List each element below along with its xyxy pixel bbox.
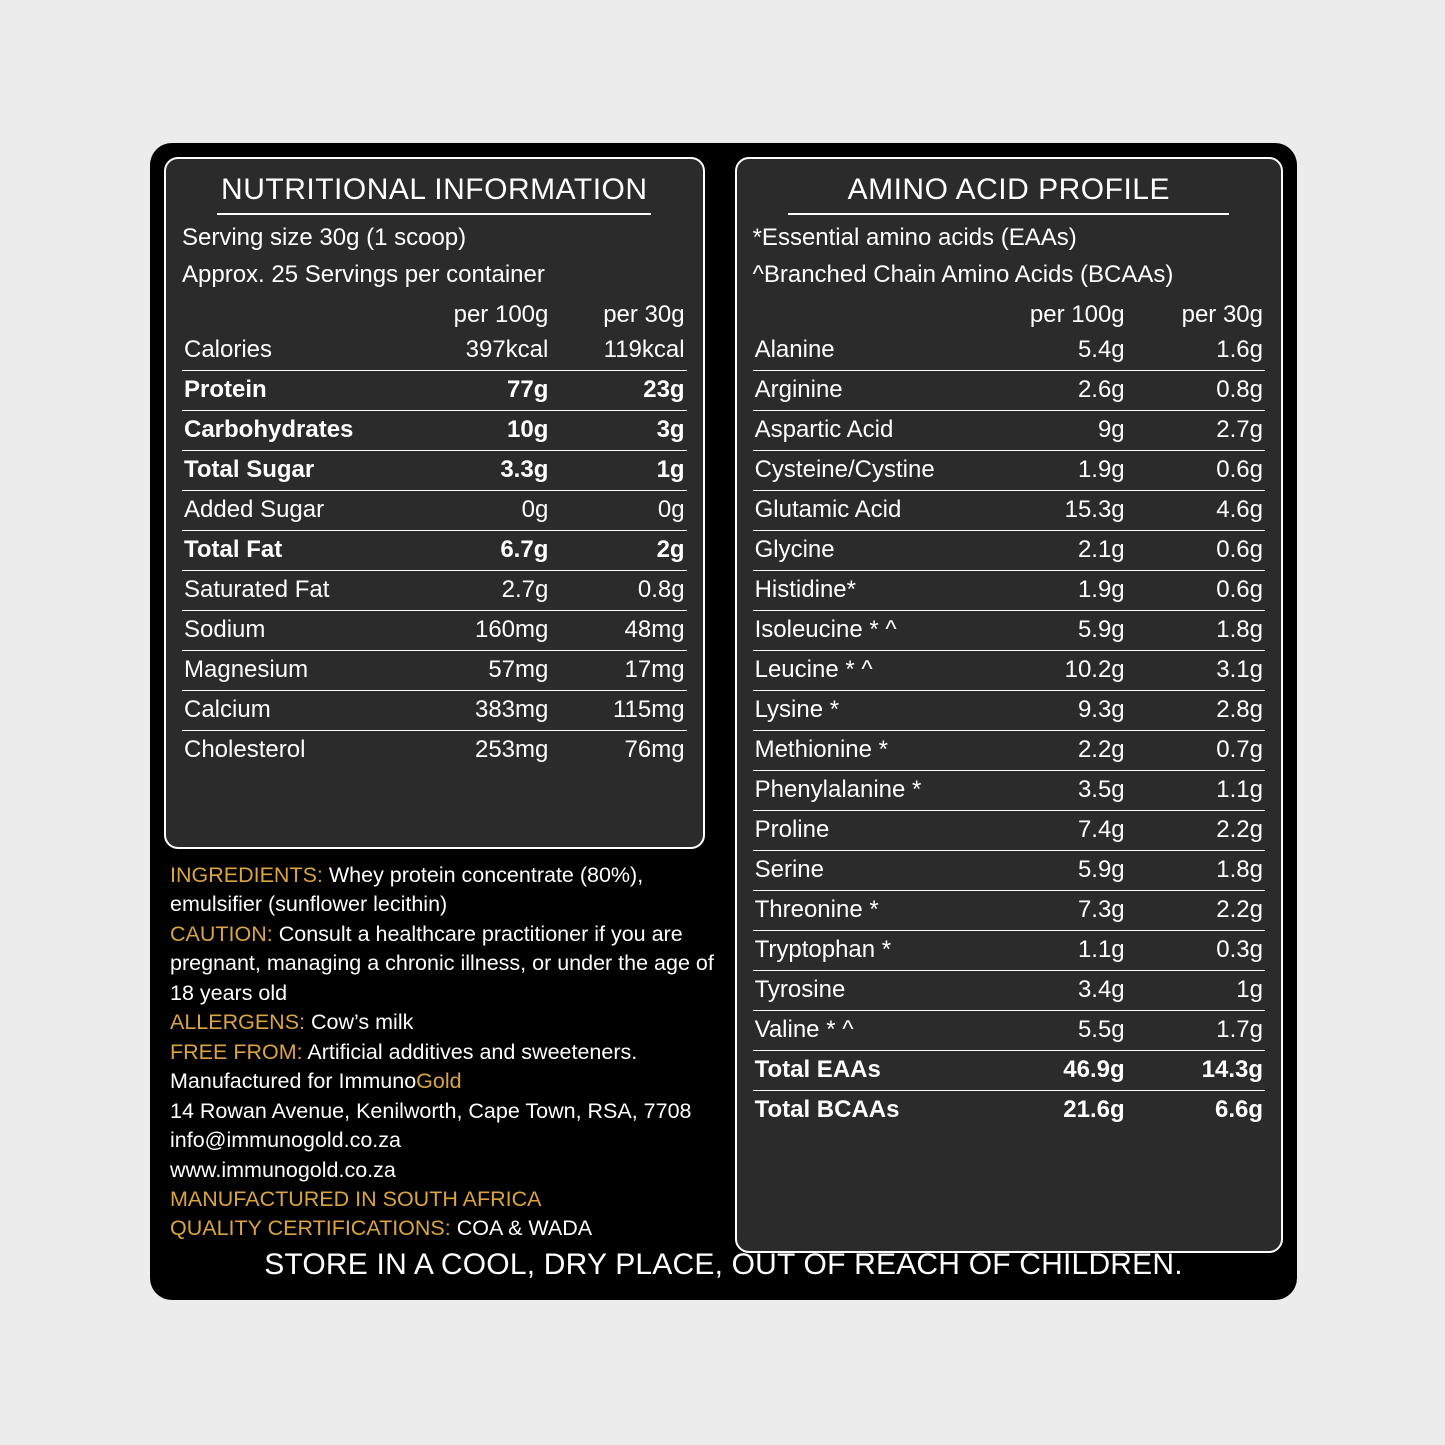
amino-row-per30g: 6.6g [1214,1096,1263,1124]
table-row [753,811,1265,851]
amino-title: AMINO ACID PROFILE [788,169,1229,215]
nutrition-row-name: Total Fat [182,531,414,571]
amino-row-per100g: 2.6g [988,371,1126,411]
eaa-legend: *Essential amino acids (EAAs) [752,224,1077,251]
table-row [182,731,687,771]
quality-label: QUALITY CERTIFICATIONS: [170,1216,451,1241]
nutrition-table [182,296,687,770]
table-row [753,331,1265,371]
amino-box [735,157,1283,1253]
table-row [753,651,1265,691]
table-row [753,971,1265,1011]
amino-row-per100g: 9.3g [988,691,1126,731]
nutrition-row-name: Sodium [182,611,414,651]
servings-per-container-text: Approx. 25 Servings per container [182,260,545,288]
address-line: 14 Rowan Avenue, Kenilworth, Cape Town, RSA, 7708 [170,1098,692,1123]
nutrition-row-per30g: 0g [550,491,686,531]
free-from-line [170,1038,728,1067]
nutrition-row-per100g: 57mg [414,651,550,691]
nutrition-row-per30g: 115mg [550,691,686,731]
amino-row-per30g: 1.8g [1127,851,1265,891]
nutrition-row-per100g: 253mg [474,736,549,764]
amino-row-name: Proline [753,811,989,851]
amino-row-per30g: 4.6g [1127,491,1265,531]
nutrition-row-per30g: 119kcal [550,331,686,371]
nutrition-row-per30g: 0.8g [550,571,686,611]
amino-row-per100g: 1.1g [988,931,1126,971]
amino-table [753,296,1265,1130]
nutrition-row-per100g: 397kcal [414,331,550,371]
amino-row-per100g: 7.4g [988,811,1126,851]
amino-row-name: Total EAAs [753,1051,989,1091]
nutrition-row-name: Saturated Fat [182,571,414,611]
amino-row-per30g: 3.1g [1127,651,1265,691]
amino-row-name: Threonine * [753,891,989,931]
amino-row-per30g: 1.8g [1127,611,1265,651]
amino-row-per30g: 0.7g [1127,731,1265,771]
table-row [753,691,1265,731]
table-row [753,851,1265,891]
nutrition-row-name: Protein [182,371,414,411]
amino-row-name: Total BCAAs [754,1096,900,1124]
nutrition-row-per30g: 1g [550,451,686,491]
amino-row-per30g: 1.7g [1127,1011,1265,1051]
amino-row-per100g: 3.4g [988,971,1126,1011]
nutrition-row-per30g: 23g [550,371,686,411]
amino-row-name: Phenylalanine * [753,771,989,811]
allergens-label: ALLERGENS: [170,1010,306,1035]
amino-row-per30g: 0.6g [1127,531,1265,571]
nutrition-row-per100g: 10g [414,411,550,451]
amino-row-name: Alanine [753,331,989,371]
amino-row-per30g: 1.6g [1127,331,1265,371]
table-row [753,491,1265,531]
amino-row-per100g: 7.3g [988,891,1126,931]
ingredients-label: INGREDIENTS: [170,863,323,887]
amino-row-per100g: 2.2g [988,731,1126,771]
ingredients-text: Whey protein concentrate (80%), emulsifier (sunflower lecithin) [170,863,644,917]
quality-line [170,1214,728,1243]
nutrition-header-per100g: per 100g [453,301,549,329]
table-row [753,411,1265,451]
amino-row-per100g: 2.1g [988,531,1126,571]
product-label-panel [150,143,1297,1300]
nutrition-row-name: Carbohydrates [182,411,414,451]
allergens-text: Cow’s milk [305,1010,414,1035]
table-row [182,531,687,571]
serving-size-text: Serving size 30g (1 scoop) [182,224,467,251]
amino-row-per30g: 2.7g [1127,411,1265,451]
amino-row-name: Lysine * [753,691,989,731]
amino-row-name: Tryptophan * [753,931,989,971]
amino-row-per100g: 1.9g [988,571,1126,611]
amino-row-name: Serine [753,851,989,891]
caution-label: CAUTION: [170,921,273,946]
nutrition-header-blank [182,296,414,331]
table-row [753,1011,1265,1051]
amino-header-per30g: per 30g [1181,301,1263,329]
nutrition-row-per30g: 3g [550,411,686,451]
amino-row-per100g: 5.4g [988,331,1126,371]
table-row [182,691,687,731]
bcaa-legend: ^Branched Chain Amino Acids (BCAAs) [752,260,1174,288]
nutrition-row-per30g: 2g [550,531,686,571]
table-row [182,491,687,531]
table-row [182,571,687,611]
amino-row-per30g: 1g [1127,971,1265,1011]
amino-row-per100g: 5.9g [988,851,1126,891]
ingredients-line [170,861,728,920]
amino-row-name: Glutamic Acid [753,491,989,531]
nutrition-row-name: Added Sugar [182,491,414,531]
nutrition-row-per100g: 77g [414,371,550,411]
amino-row-per30g: 0.3g [1127,931,1265,971]
amino-row-per30g: 1.1g [1127,771,1265,811]
amino-row-name: Glycine [753,531,989,571]
nutrition-row-name: Calories [182,331,414,371]
nutrition-box [164,157,705,849]
table-row [753,731,1265,771]
nutrition-row-per30g: 17mg [550,651,686,691]
table-row [753,371,1265,411]
nutrition-header-per30g: per 30g [603,301,685,329]
nutrition-row-per100g: 160mg [414,611,550,651]
amino-row-per100g: 9g [988,411,1126,451]
table-row [753,771,1265,811]
nutrition-row-per100g: 0g [414,491,550,531]
amino-row-per30g: 0.6g [1127,571,1265,611]
amino-row-per100g: 15.3g [988,491,1126,531]
amino-header-row [753,296,1265,331]
amino-header-per100g: per 100g [1029,301,1125,329]
free-from-text: Artificial additives and sweeteners. [302,1039,638,1064]
table-row [182,611,687,651]
amino-row-per30g: 2.8g [1127,691,1265,731]
nutrition-header-row [182,296,687,331]
table-row [753,931,1265,971]
amino-row-per100g: 21.6g [1063,1096,1125,1124]
table-row [753,1091,1265,1131]
nutrition-title: NUTRITIONAL INFORMATION [217,169,651,215]
table-row [753,531,1265,571]
table-row [753,1051,1265,1091]
nutrition-row-name: Cholesterol [184,736,306,764]
amino-row-per100g: 5.9g [988,611,1126,651]
manufactured-in-line: MANUFACTURED IN SOUTH AFRICA [170,1186,542,1211]
amino-row-name: Methionine * [753,731,989,771]
amino-row-per100g: 10.2g [988,651,1126,691]
table-row [182,371,687,411]
nutrition-row-per100g: 6.7g [414,531,550,571]
table-row [182,451,687,491]
amino-row-per30g: 0.6g [1127,451,1265,491]
table-row [182,411,687,451]
info-block [164,861,734,1244]
amino-header-blank [753,296,989,331]
manufactured-for-prefix: Manufactured for Immuno [170,1069,417,1094]
caution-text: Consult a healthcare practitioner if you are pregnant, managing a chronic illness, or under the age of 18 years old [170,921,714,1005]
nutrition-row-per30g: 48mg [550,611,686,651]
caution-line [170,920,728,1008]
nutrition-row-name: Magnesium [182,651,414,691]
amino-row-name: Tyrosine [753,971,989,1011]
table-row [753,611,1265,651]
amino-row-name: Leucine * ^ [753,651,989,691]
brand-name-gold: Gold [416,1069,462,1094]
nutrition-row-per30g: 76mg [624,736,685,764]
table-row [753,571,1265,611]
quality-text: COA & WADA [450,1216,593,1241]
nutrition-row-per100g: 3.3g [414,451,550,491]
amino-row-per30g: 14.3g [1127,1051,1265,1091]
amino-row-per100g: 3.5g [988,771,1126,811]
amino-column [735,157,1283,1253]
manufactured-for-line [170,1067,728,1096]
amino-row-name: Cysteine/Cystine [753,451,989,491]
amino-row-per100g: 5.5g [988,1011,1126,1051]
website-line[interactable]: www.immunogold.co.za [170,1157,396,1182]
amino-row-name: Histidine* [753,571,989,611]
amino-row-name: Arginine [753,371,989,411]
amino-row-name: Aspartic Acid [753,411,989,451]
amino-row-per30g: 0.8g [1127,371,1265,411]
table-row [182,331,687,371]
amino-row-per30g: 2.2g [1127,891,1265,931]
amino-row-per30g: 2.2g [1127,811,1265,851]
table-row [753,451,1265,491]
amino-row-per100g: 1.9g [988,451,1126,491]
free-from-label: FREE FROM: [170,1039,303,1064]
email-line[interactable]: info@immunogold.co.za [170,1128,401,1153]
amino-row-name: Isoleucine * ^ [753,611,989,651]
nutrition-row-per100g: 383mg [414,691,550,731]
nutrition-row-name: Calcium [182,691,414,731]
nutrition-row-per100g: 2.7g [414,571,550,611]
allergens-line [170,1008,728,1037]
table-row [753,891,1265,931]
amino-row-per100g: 46.9g [988,1051,1126,1091]
amino-row-name: Valine * ^ [753,1011,989,1051]
storage-footer: STORE IN A COOL, DRY PLACE, OUT OF REACH OF CHILDREN. [264,1248,1183,1281]
table-row [182,651,687,691]
nutrition-row-name: Total Sugar [182,451,414,491]
